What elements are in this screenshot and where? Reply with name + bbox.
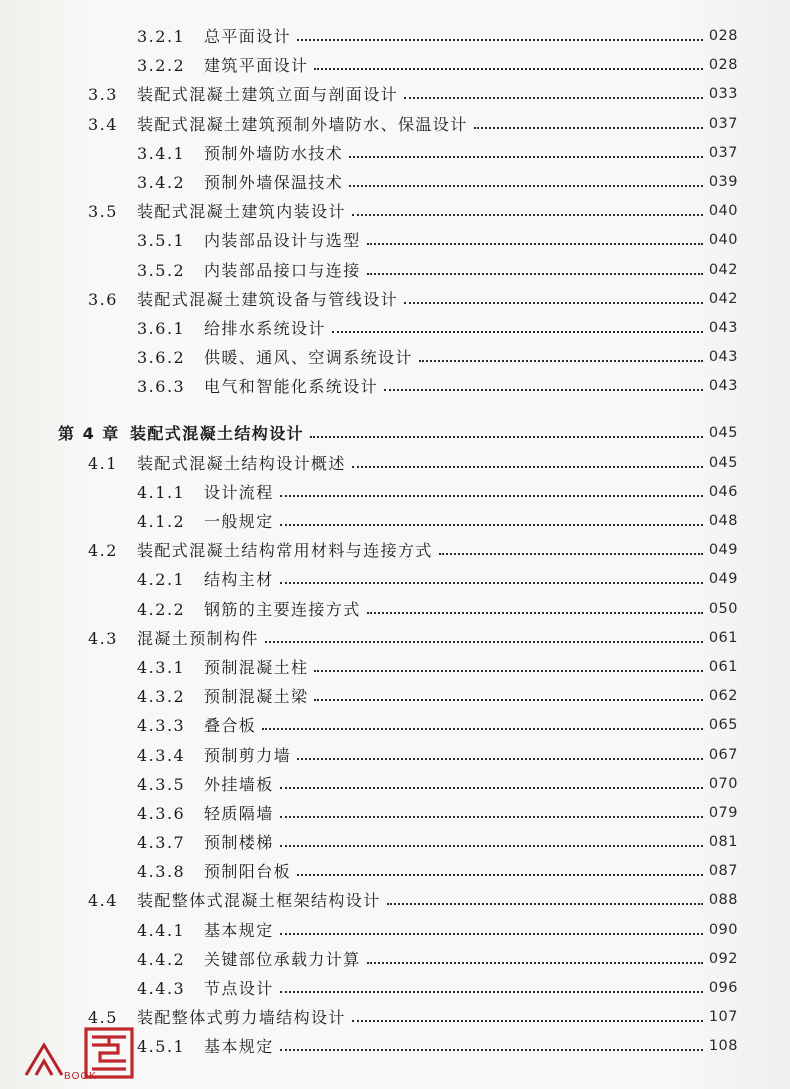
toc-section-number: 4.4.3 (137, 979, 186, 998)
toc-section-title: 一般规定 (204, 512, 274, 531)
toc-page-number: 039 (708, 173, 738, 190)
toc-dot-leader (439, 536, 703, 565)
toc-section-title: 预制混凝土梁 (204, 687, 309, 707)
toc-page-number: 107 (708, 1009, 738, 1026)
toc-row (0, 886, 790, 915)
toc-section-title: 预制楼梯 (204, 833, 274, 853)
toc-page-number: 042 (708, 261, 738, 278)
book-logo-icon (22, 1023, 142, 1083)
toc-row (0, 197, 790, 226)
toc-section-number: 4.3.7 (137, 833, 186, 853)
toc-section-title: 装配整体式混凝土框架结构设计 (137, 891, 381, 911)
toc-dot-leader (297, 741, 703, 770)
toc-dot-leader (349, 168, 703, 197)
toc-section-number: 3.3 (88, 85, 118, 105)
toc-page-number: 079 (708, 804, 738, 821)
toc-dot-leader (352, 197, 703, 226)
toc-section-number: 4.4.1 (137, 920, 186, 940)
toc-page-number: 087 (708, 863, 738, 880)
toc-section-title: 预制混凝土柱 (204, 657, 309, 677)
toc-row (0, 565, 790, 594)
toc-dot-leader (265, 624, 703, 653)
toc-dot-leader (404, 80, 703, 109)
toc-page-number: 037 (708, 115, 738, 132)
toc-section-number: 4.1.1 (137, 482, 186, 502)
toc-page-number: 061 (708, 658, 738, 675)
toc-page-number: 042 (708, 290, 738, 307)
toc-section-title: 结构主材 (204, 570, 274, 590)
toc-row (0, 314, 790, 343)
toc-row (0, 741, 790, 770)
toc-dot-leader (280, 565, 703, 594)
logo-text: BOOK (64, 1071, 97, 1082)
toc-section-title: 装配式混凝土结构设计概述 (137, 453, 346, 473)
toc-section-title: 关键部位承载力计算 (204, 949, 361, 969)
toc-section-number: 4.4.2 (137, 949, 186, 969)
toc-section-title: 装配式混凝土建筑设备与管线设计 (137, 289, 399, 309)
toc-dot-leader (310, 419, 703, 448)
toc-page-number: 096 (708, 980, 738, 996)
toc-section-number: 第 4 章 (58, 424, 120, 444)
toc-page-number: 043 (708, 349, 738, 366)
toc-section-number: 3.5 (88, 202, 118, 222)
toc-section-title: 基本规定 (204, 1037, 274, 1057)
toc-page-number: 049 (708, 542, 738, 559)
toc-dot-leader (314, 653, 702, 682)
toc-page-number: 088 (708, 892, 738, 909)
toc-section-title: 建筑平面设计 (204, 56, 309, 76)
toc-section-title: 预制外墙保温技术 (204, 172, 344, 192)
toc-section-number: 4.3.5 (137, 774, 186, 794)
toc-page-number: 045 (708, 425, 738, 442)
toc-dot-leader (384, 372, 703, 401)
toc-section-title: 预制外墙防水技术 (204, 143, 344, 163)
toc-row (0, 595, 790, 624)
toc-row (0, 256, 790, 285)
toc-dot-leader (280, 974, 703, 1003)
toc-section-number: 4.3.6 (137, 803, 186, 823)
toc-section-number: 4.3.1 (137, 657, 186, 677)
toc-section-number: 3.6.3 (137, 377, 186, 397)
toc-page-number: 028 (708, 57, 738, 74)
toc-section-number: 3.2.1 (137, 27, 186, 46)
toc-page-number: 033 (708, 86, 738, 103)
toc-section-number: 3.2.2 (137, 56, 186, 76)
toc-page-number: 108 (708, 1038, 738, 1055)
toc-page-number: 065 (708, 717, 738, 734)
toc-section-title: 节点设计 (204, 979, 274, 998)
toc-section-number: 3.4 (88, 114, 118, 134)
table-of-contents (0, 22, 790, 1062)
toc-row (0, 828, 790, 857)
toc-page-number: 048 (708, 513, 738, 529)
toc-page-number: 037 (708, 144, 738, 161)
toc-row (0, 449, 790, 478)
toc-section-number: 4.3.4 (137, 745, 186, 765)
toc-row (0, 110, 790, 139)
toc-section-title: 内装部品设计与选型 (204, 231, 361, 251)
toc-row (0, 974, 790, 1003)
toc-section-title: 装配式混凝土结构设计 (130, 424, 305, 444)
toc-section-title: 预制剪力墙 (204, 745, 292, 765)
toc-row (0, 945, 790, 974)
toc-row (0, 857, 790, 886)
toc-section-title: 电气和智能化系统设计 (204, 377, 379, 397)
toc-dot-leader (297, 22, 703, 51)
toc-section-title: 装配式混凝土建筑预制外墙防水、保温设计 (137, 114, 468, 134)
toc-section-number: 3.5.2 (137, 260, 186, 280)
toc-row (0, 285, 790, 314)
toc-dot-leader (367, 945, 703, 974)
toc-dot-leader (367, 595, 703, 624)
toc-row (0, 22, 790, 51)
toc-dot-leader (280, 799, 703, 828)
toc-section-title: 总平面设计 (204, 27, 292, 46)
toc-section-number: 3.4.2 (137, 172, 186, 192)
toc-dot-leader (314, 682, 702, 711)
toc-dot-leader (332, 314, 703, 343)
toc-section-number: 3.5.1 (137, 231, 186, 251)
toc-section-number: 4.5.1 (137, 1037, 186, 1057)
toc-page-number: 050 (708, 600, 738, 617)
toc-section-number: 3.6.1 (137, 318, 186, 338)
toc-section-number: 4.2.2 (137, 599, 186, 619)
toc-row (0, 226, 790, 255)
toc-dot-leader (352, 1003, 703, 1032)
toc-dot-leader (280, 770, 703, 799)
toc-section-number: 3.4.1 (137, 143, 186, 163)
toc-row (0, 507, 790, 536)
toc-row (0, 653, 790, 682)
toc-row (0, 916, 790, 945)
toc-row (0, 682, 790, 711)
toc-page-number: 040 (708, 232, 738, 249)
toc-section-title: 设计流程 (204, 482, 274, 502)
toc-dot-leader (297, 857, 703, 886)
toc-dot-leader (349, 139, 703, 168)
toc-row (0, 343, 790, 372)
toc-section-title: 轻质隔墙 (204, 803, 274, 823)
toc-section-title: 钢筋的主要连接方式 (204, 599, 361, 619)
toc-row (0, 770, 790, 799)
toc-section-title: 给排水系统设计 (204, 318, 326, 338)
toc-dot-leader (367, 256, 703, 285)
toc-page-number: 046 (708, 483, 738, 500)
toc-section-number: 4.3.2 (137, 687, 186, 707)
toc-page-number: 040 (708, 203, 738, 220)
toc-page-number: 043 (708, 319, 738, 336)
toc-dot-leader (352, 449, 703, 478)
toc-dot-leader (474, 110, 703, 139)
toc-section-title: 装配式混凝土建筑内装设计 (137, 202, 346, 222)
toc-page-number: 062 (708, 688, 738, 705)
toc-page-number: 061 (708, 629, 738, 646)
toc-chapter-row (0, 419, 790, 448)
toc-section-number: 4.2.1 (137, 570, 186, 590)
toc-page-number: 045 (708, 454, 738, 471)
toc-row (0, 478, 790, 507)
toc-section-number: 4.1 (88, 453, 118, 473)
toc-section-number: 4.2 (88, 541, 118, 561)
toc-row (0, 711, 790, 740)
toc-section-title: 装配式混凝土结构常用材料与连接方式 (137, 541, 433, 561)
toc-section-number: 4.3 (88, 628, 118, 648)
toc-row (0, 624, 790, 653)
toc-row (0, 51, 790, 80)
toc-dot-leader (404, 285, 703, 314)
toc-section-number: 4.1.2 (137, 512, 186, 531)
toc-page-number: 043 (708, 378, 738, 395)
toc-section-title: 基本规定 (204, 920, 274, 940)
toc-section-title: 供暖、通风、空调系统设计 (204, 348, 413, 368)
toc-dot-leader (419, 343, 703, 372)
toc-section-title: 叠合板 (204, 716, 257, 736)
toc-dot-leader (387, 886, 703, 915)
toc-section-title: 外挂墙板 (204, 774, 274, 794)
toc-dot-leader (280, 478, 703, 507)
toc-row (0, 139, 790, 168)
toc-section-number: 4.3.3 (137, 716, 186, 736)
toc-row (0, 372, 790, 401)
toc-section-title: 内装部品接口与连接 (204, 260, 361, 280)
toc-section-title: 预制阳台板 (204, 862, 292, 882)
toc-row (0, 799, 790, 828)
toc-dot-leader (280, 828, 703, 857)
toc-page-number: 067 (708, 746, 738, 763)
toc-section-title: 装配整体式剪力墙结构设计 (137, 1008, 346, 1028)
toc-section-number: 4.4 (88, 891, 118, 911)
toc-page-number: 070 (708, 775, 738, 792)
toc-page-number: 049 (708, 571, 738, 588)
toc-row (0, 536, 790, 565)
toc-section-number: 4.5 (88, 1008, 118, 1028)
toc-dot-leader (280, 507, 703, 536)
toc-section-number: 4.3.8 (137, 862, 186, 882)
toc-section-title: 装配式混凝土建筑立面与剖面设计 (137, 85, 399, 105)
toc-dot-leader (314, 51, 702, 80)
toc-dot-leader (262, 711, 703, 740)
toc-page-number: 092 (708, 950, 738, 967)
toc-section-number: 3.6.2 (137, 348, 186, 368)
toc-section-number: 3.6 (88, 289, 118, 309)
toc-dot-leader (280, 1032, 703, 1061)
toc-row (0, 168, 790, 197)
toc-dot-leader (280, 916, 703, 945)
toc-page-number: 028 (708, 28, 738, 44)
toc-page-number: 090 (708, 921, 738, 938)
toc-section-title: 混凝土预制构件 (137, 628, 259, 648)
toc-row (0, 80, 790, 109)
toc-dot-leader (367, 226, 703, 255)
toc-page-number: 081 (708, 834, 738, 851)
